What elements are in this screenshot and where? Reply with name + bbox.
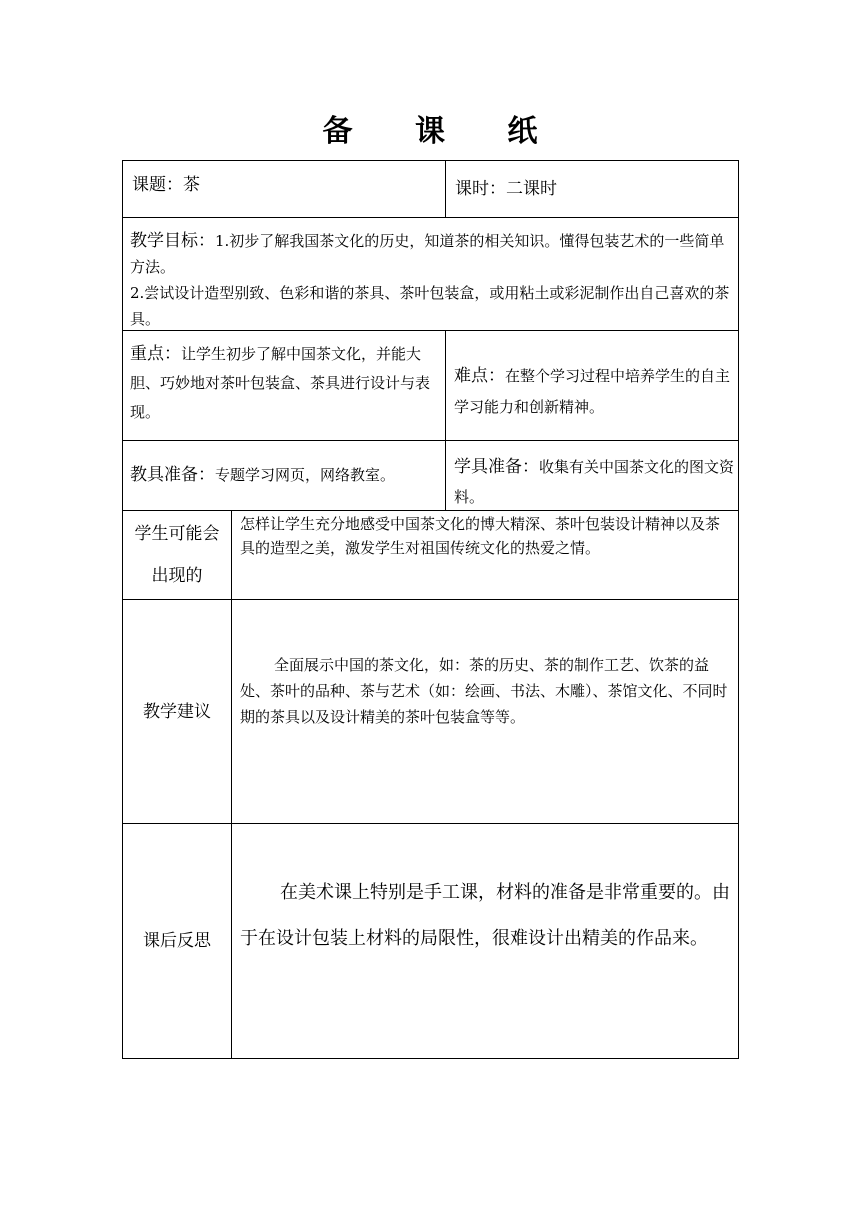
reflection-value: 在美术课上特别是手工课，材料的准备是非常重要的。由于在设计包装上材料的局限性，很难设计出精美的作品来。 bbox=[240, 882, 730, 949]
difficulty-cell bbox=[454, 361, 736, 423]
table-border-bottom bbox=[122, 1058, 739, 1059]
column-divider bbox=[445, 160, 446, 217]
teacher-prep-label: 教具准备： bbox=[130, 465, 215, 485]
possible-label: 学生可能会出现的 bbox=[134, 524, 220, 586]
key-point-label: 重点： bbox=[130, 344, 181, 364]
teacher-prep-cell bbox=[130, 462, 442, 488]
row-divider bbox=[122, 217, 739, 218]
topic-value: 茶 bbox=[183, 175, 200, 195]
key-point-value: 让学生初步了解中国茶文化，并能大胆、巧妙地对茶叶包装盒、茶具进行设计与表现。 bbox=[130, 345, 431, 421]
topic-cell bbox=[132, 172, 432, 198]
objectives-line2: 2.尝试设计造型别致、色彩和谐的茶具、茶叶包装盒，或用粘土或彩泥制作出自己喜欢的茶具。 bbox=[130, 284, 730, 328]
objectives-line1: 1.初步了解我国茶文化的历史，知道茶的相关知识。懂得包装艺术的一些简单方法。 bbox=[130, 232, 725, 276]
student-prep-label: 学具准备： bbox=[454, 457, 539, 477]
possible-value: 怎样让学生充分地感受中国茶文化的博大精深、茶叶包装设计精神以及茶具的造型之美，激发学生对祖国传统文化的热爱之情。 bbox=[240, 515, 721, 557]
hours-label: 课时： bbox=[455, 179, 506, 199]
objectives-cell bbox=[130, 228, 734, 332]
suggestion-value: 全面展示中国的茶文化，如：茶的历史、茶的制作工艺、饮茶的益处、茶叶的品种、茶与艺术（如：绘画、书法、木雕）、茶馆文化、不同时期的茶具以及设计精美的茶叶包装盒等等。 bbox=[240, 656, 728, 726]
objectives-label: 教学目标： bbox=[130, 231, 215, 251]
lesson-plan-table bbox=[122, 160, 739, 1059]
difficulty-value: 在整个学习过程中培养学生的自主学习能力和创新精神。 bbox=[454, 367, 731, 416]
hours-cell bbox=[455, 176, 735, 202]
hours-value: 二课时 bbox=[506, 179, 557, 199]
suggestion-label: 教学建议 bbox=[143, 701, 211, 722]
column-divider bbox=[445, 330, 446, 510]
difficulty-label: 难点： bbox=[454, 366, 505, 386]
student-prep-value: 收集有关中国茶文化的图文资料。 bbox=[454, 458, 735, 506]
page-title: 备 课 纸 bbox=[322, 114, 564, 149]
row-divider bbox=[122, 440, 739, 441]
table-border-right bbox=[738, 160, 739, 1059]
student-prep-cell bbox=[454, 452, 736, 512]
table-border-top bbox=[122, 160, 739, 161]
key-point-cell bbox=[130, 340, 440, 427]
topic-label: 课题： bbox=[132, 175, 183, 195]
reflection-label: 课后反思 bbox=[143, 931, 211, 951]
teacher-prep-value: 专题学习网页，网络教室。 bbox=[215, 466, 396, 484]
